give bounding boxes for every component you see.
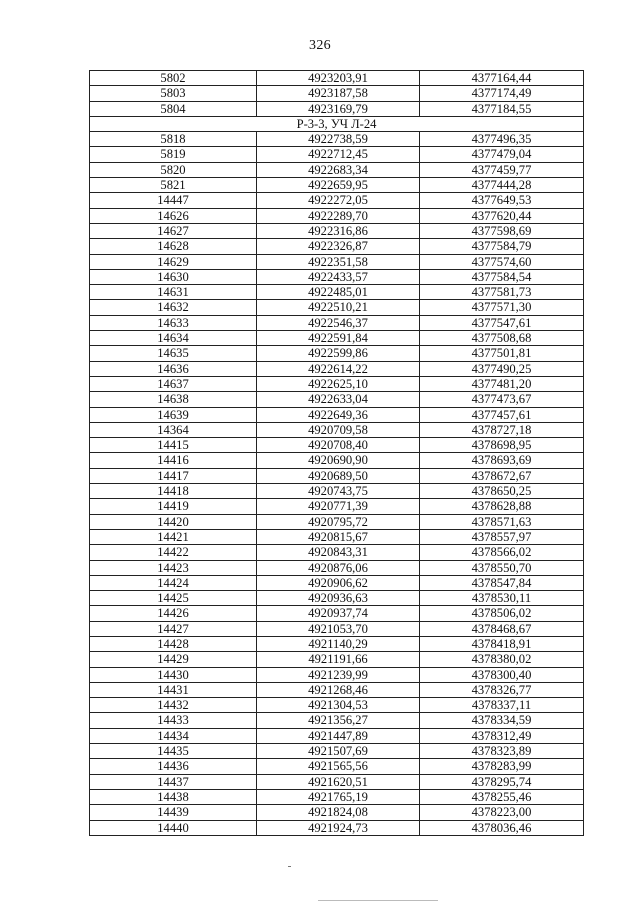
point-number-cell: 14433 xyxy=(90,713,257,728)
y-coordinate-cell: 4378223,00 xyxy=(420,805,584,820)
y-coordinate-cell: 4377571,30 xyxy=(420,300,584,315)
page-number: 326 xyxy=(309,38,331,53)
y-coordinate-cell: 4378557,97 xyxy=(420,529,584,544)
x-coordinate-cell: 4922272,05 xyxy=(257,193,420,208)
y-coordinate-cell: 4377581,73 xyxy=(420,285,584,300)
x-coordinate-cell: 4922510,21 xyxy=(257,300,420,315)
point-number-cell: 5804 xyxy=(90,101,257,116)
x-coordinate-cell: 4920937,74 xyxy=(257,606,420,621)
table-row xyxy=(90,499,584,514)
point-number-cell: 14634 xyxy=(90,331,257,346)
point-number-cell: 14626 xyxy=(90,208,257,223)
table-row xyxy=(90,331,584,346)
y-coordinate-cell: 4378650,25 xyxy=(420,484,584,499)
y-coordinate-cell: 4378283,99 xyxy=(420,759,584,774)
y-coordinate-cell: 4378255,46 xyxy=(420,789,584,804)
x-coordinate-cell: 4922326,87 xyxy=(257,239,420,254)
y-coordinate-cell: 4378337,11 xyxy=(420,698,584,713)
point-number-cell: 5819 xyxy=(90,147,257,162)
point-number-cell: 14415 xyxy=(90,438,257,453)
y-coordinate-cell: 4378334,59 xyxy=(420,713,584,728)
point-number-cell: 14424 xyxy=(90,575,257,590)
y-coordinate-cell: 4377174,49 xyxy=(420,86,584,101)
table-row xyxy=(90,101,584,116)
table-row xyxy=(90,300,584,315)
y-coordinate-cell: 4378036,46 xyxy=(420,820,584,835)
y-coordinate-cell: 4378693,69 xyxy=(420,453,584,468)
x-coordinate-cell: 4922289,70 xyxy=(257,208,420,223)
point-number-cell: 14425 xyxy=(90,591,257,606)
point-number-cell: 14637 xyxy=(90,376,257,391)
y-coordinate-cell: 4378468,67 xyxy=(420,621,584,636)
scan-mark xyxy=(288,866,291,867)
table-row xyxy=(90,422,584,437)
table-row xyxy=(90,468,584,483)
x-coordinate-cell: 4921304,53 xyxy=(257,698,420,713)
table-row xyxy=(90,713,584,728)
point-number-cell: 14629 xyxy=(90,254,257,269)
y-coordinate-cell: 4378312,49 xyxy=(420,728,584,743)
table-row xyxy=(90,254,584,269)
x-coordinate-cell: 4922316,86 xyxy=(257,223,420,238)
point-number-cell: 14438 xyxy=(90,789,257,804)
x-coordinate-cell: 4922712,45 xyxy=(257,147,420,162)
point-number-cell: 14434 xyxy=(90,728,257,743)
x-coordinate-cell: 4922649,36 xyxy=(257,407,420,422)
y-coordinate-cell: 4378418,91 xyxy=(420,636,584,651)
point-number-cell: 14436 xyxy=(90,759,257,774)
y-coordinate-cell: 4378672,67 xyxy=(420,468,584,483)
table-row xyxy=(90,407,584,422)
y-coordinate-cell: 4378506,02 xyxy=(420,606,584,621)
table-row xyxy=(90,376,584,391)
point-number-cell: 5821 xyxy=(90,178,257,193)
table-row xyxy=(90,71,584,86)
y-coordinate-cell: 4378698,95 xyxy=(420,438,584,453)
y-coordinate-cell: 4377490,25 xyxy=(420,361,584,376)
y-coordinate-cell: 4377584,79 xyxy=(420,239,584,254)
x-coordinate-cell: 4923203,91 xyxy=(257,71,420,86)
y-coordinate-cell: 4378300,40 xyxy=(420,667,584,682)
table-row xyxy=(90,453,584,468)
point-number-cell: 14416 xyxy=(90,453,257,468)
table-row xyxy=(90,805,584,820)
point-number-cell: 14633 xyxy=(90,315,257,330)
point-number-cell: 14427 xyxy=(90,621,257,636)
x-coordinate-cell: 4922485,01 xyxy=(257,285,420,300)
table-row xyxy=(90,529,584,544)
table-row xyxy=(90,132,584,147)
point-number-cell: 14628 xyxy=(90,239,257,254)
table-row xyxy=(90,392,584,407)
x-coordinate-cell: 4921140,29 xyxy=(257,636,420,651)
point-number-cell: 5820 xyxy=(90,162,257,177)
y-coordinate-cell: 4377496,35 xyxy=(420,132,584,147)
point-number-cell: 14417 xyxy=(90,468,257,483)
x-coordinate-cell: 4920689,50 xyxy=(257,468,420,483)
point-number-cell: 14638 xyxy=(90,392,257,407)
x-coordinate-cell: 4921565,56 xyxy=(257,759,420,774)
x-coordinate-cell: 4923187,58 xyxy=(257,86,420,101)
y-coordinate-cell: 4378547,84 xyxy=(420,575,584,590)
table-row xyxy=(90,728,584,743)
point-number-cell: 5802 xyxy=(90,71,257,86)
table-row xyxy=(90,86,584,101)
table-row xyxy=(90,575,584,590)
point-number-cell: 14440 xyxy=(90,820,257,835)
point-number-cell: 14428 xyxy=(90,636,257,651)
table-row xyxy=(90,759,584,774)
coordinates-table-body xyxy=(90,71,584,836)
x-coordinate-cell: 4921620,51 xyxy=(257,774,420,789)
x-coordinate-cell: 4921053,70 xyxy=(257,621,420,636)
y-coordinate-cell: 4378550,70 xyxy=(420,560,584,575)
table-row xyxy=(90,667,584,682)
x-coordinate-cell: 4921191,66 xyxy=(257,652,420,667)
table-row xyxy=(90,636,584,651)
table-row xyxy=(90,652,584,667)
y-coordinate-cell: 4377184,55 xyxy=(420,101,584,116)
table-row xyxy=(90,774,584,789)
point-number-cell: 14635 xyxy=(90,346,257,361)
x-coordinate-cell: 4920876,06 xyxy=(257,560,420,575)
point-number-cell: 14632 xyxy=(90,300,257,315)
point-number-cell: 14429 xyxy=(90,652,257,667)
y-coordinate-cell: 4377501,81 xyxy=(420,346,584,361)
y-coordinate-cell: 4377508,68 xyxy=(420,331,584,346)
x-coordinate-cell: 4923169,79 xyxy=(257,101,420,116)
y-coordinate-cell: 4378323,89 xyxy=(420,744,584,759)
table-row xyxy=(90,239,584,254)
x-coordinate-cell: 4920743,75 xyxy=(257,484,420,499)
x-coordinate-cell: 4922351,58 xyxy=(257,254,420,269)
table-row xyxy=(90,438,584,453)
table-row xyxy=(90,820,584,835)
scan-edge-line xyxy=(318,900,438,901)
y-coordinate-cell: 4377457,61 xyxy=(420,407,584,422)
y-coordinate-cell: 4378530,11 xyxy=(420,591,584,606)
point-number-cell: 14422 xyxy=(90,545,257,560)
table-row xyxy=(90,698,584,713)
y-coordinate-cell: 4377459,77 xyxy=(420,162,584,177)
x-coordinate-cell: 4922683,34 xyxy=(257,162,420,177)
point-number-cell: 14636 xyxy=(90,361,257,376)
x-coordinate-cell: 4922433,57 xyxy=(257,269,420,284)
y-coordinate-cell: 4377481,20 xyxy=(420,376,584,391)
table-row xyxy=(90,682,584,697)
table-row xyxy=(90,621,584,636)
coordinates-table xyxy=(89,70,584,836)
y-coordinate-cell: 4377598,69 xyxy=(420,223,584,238)
x-coordinate-cell: 4922659,95 xyxy=(257,178,420,193)
table-row xyxy=(90,178,584,193)
table-row xyxy=(90,484,584,499)
x-coordinate-cell: 4920709,58 xyxy=(257,422,420,437)
y-coordinate-cell: 4377649,53 xyxy=(420,193,584,208)
x-coordinate-cell: 4921824,08 xyxy=(257,805,420,820)
x-coordinate-cell: 4920690,90 xyxy=(257,453,420,468)
y-coordinate-cell: 4378380,02 xyxy=(420,652,584,667)
table-row xyxy=(90,285,584,300)
x-coordinate-cell: 4921268,46 xyxy=(257,682,420,697)
x-coordinate-cell: 4922633,04 xyxy=(257,392,420,407)
point-number-cell: 14639 xyxy=(90,407,257,422)
x-coordinate-cell: 4920843,31 xyxy=(257,545,420,560)
y-coordinate-cell: 4377620,44 xyxy=(420,208,584,223)
table-row xyxy=(90,346,584,361)
y-coordinate-cell: 4377164,44 xyxy=(420,71,584,86)
point-number-cell: 14439 xyxy=(90,805,257,820)
table-row xyxy=(90,591,584,606)
point-number-cell: 14421 xyxy=(90,529,257,544)
point-number-cell: 14418 xyxy=(90,484,257,499)
table-row xyxy=(90,789,584,804)
point-number-cell: 14437 xyxy=(90,774,257,789)
x-coordinate-cell: 4920815,67 xyxy=(257,529,420,544)
table-row xyxy=(90,147,584,162)
x-coordinate-cell: 4921447,89 xyxy=(257,728,420,743)
table-row xyxy=(90,162,584,177)
point-number-cell: 14430 xyxy=(90,667,257,682)
point-number-cell: 14630 xyxy=(90,269,257,284)
point-number-cell: 14420 xyxy=(90,514,257,529)
x-coordinate-cell: 4922738,59 xyxy=(257,132,420,147)
x-coordinate-cell: 4920795,72 xyxy=(257,514,420,529)
table-row xyxy=(90,514,584,529)
x-coordinate-cell: 4922599,86 xyxy=(257,346,420,361)
point-number-cell: 14364 xyxy=(90,422,257,437)
point-number-cell: 14631 xyxy=(90,285,257,300)
y-coordinate-cell: 4378727,18 xyxy=(420,422,584,437)
y-coordinate-cell: 4377574,60 xyxy=(420,254,584,269)
y-coordinate-cell: 4377547,61 xyxy=(420,315,584,330)
table-row xyxy=(90,361,584,376)
y-coordinate-cell: 4378628,88 xyxy=(420,499,584,514)
section-header-row xyxy=(90,116,584,131)
table-row xyxy=(90,560,584,575)
x-coordinate-cell: 4922546,37 xyxy=(257,315,420,330)
x-coordinate-cell: 4921507,69 xyxy=(257,744,420,759)
point-number-cell: 5803 xyxy=(90,86,257,101)
point-number-cell: 14627 xyxy=(90,223,257,238)
y-coordinate-cell: 4377444,28 xyxy=(420,178,584,193)
x-coordinate-cell: 4922614,22 xyxy=(257,361,420,376)
table-row xyxy=(90,315,584,330)
x-coordinate-cell: 4921356,27 xyxy=(257,713,420,728)
x-coordinate-cell: 4920906,62 xyxy=(257,575,420,590)
y-coordinate-cell: 4377584,54 xyxy=(420,269,584,284)
y-coordinate-cell: 4378326,77 xyxy=(420,682,584,697)
table-row xyxy=(90,606,584,621)
table-row xyxy=(90,744,584,759)
table-row xyxy=(90,223,584,238)
y-coordinate-cell: 4377479,04 xyxy=(420,147,584,162)
point-number-cell: 14419 xyxy=(90,499,257,514)
x-coordinate-cell: 4920771,39 xyxy=(257,499,420,514)
x-coordinate-cell: 4922625,10 xyxy=(257,376,420,391)
point-number-cell: 14435 xyxy=(90,744,257,759)
point-number-cell: 14447 xyxy=(90,193,257,208)
point-number-cell: 14423 xyxy=(90,560,257,575)
table-row xyxy=(90,208,584,223)
table-row xyxy=(90,545,584,560)
x-coordinate-cell: 4922591,84 xyxy=(257,331,420,346)
point-number-cell: 14431 xyxy=(90,682,257,697)
point-number-cell: 14432 xyxy=(90,698,257,713)
x-coordinate-cell: 4920708,40 xyxy=(257,438,420,453)
point-number-cell: 5818 xyxy=(90,132,257,147)
table-row xyxy=(90,269,584,284)
x-coordinate-cell: 4920936,63 xyxy=(257,591,420,606)
y-coordinate-cell: 4378566,02 xyxy=(420,545,584,560)
x-coordinate-cell: 4921239,99 xyxy=(257,667,420,682)
y-coordinate-cell: 4378295,74 xyxy=(420,774,584,789)
section-header-cell: Р-3-3, УЧ Л-24 xyxy=(90,116,584,131)
y-coordinate-cell: 4377473,67 xyxy=(420,392,584,407)
point-number-cell: 14426 xyxy=(90,606,257,621)
x-coordinate-cell: 4921924,73 xyxy=(257,820,420,835)
y-coordinate-cell: 4378571,63 xyxy=(420,514,584,529)
x-coordinate-cell: 4921765,19 xyxy=(257,789,420,804)
table-row xyxy=(90,193,584,208)
